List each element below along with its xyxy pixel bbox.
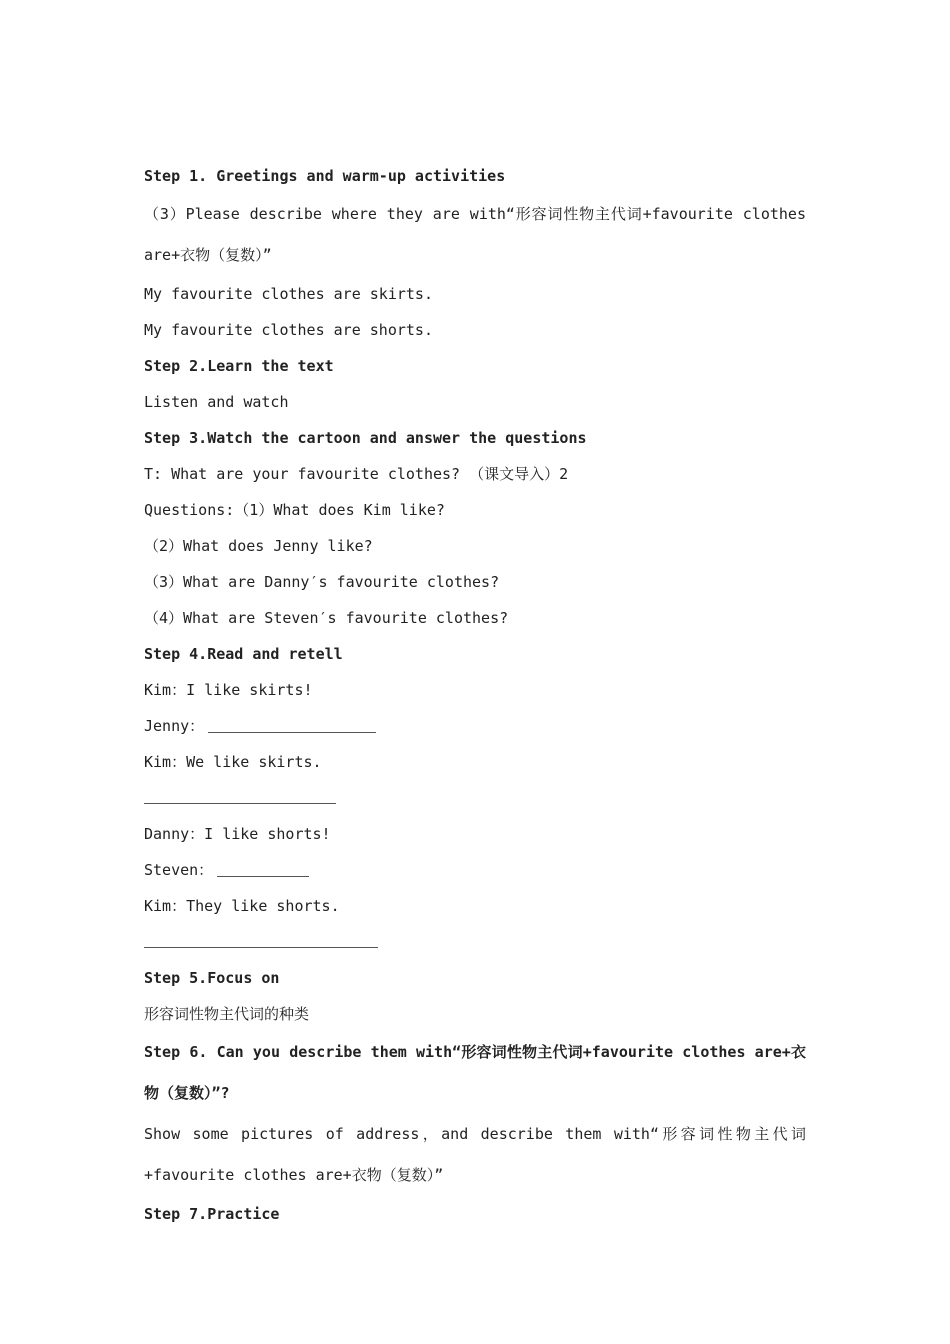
dialogue-line-steven [144, 852, 806, 888]
step5-heading: Step 5.Focus on [144, 969, 280, 987]
step6-heading: Step 6. Can you describe them with“形容词性物主代词+favourite clothes are+衣物（复数）”? [144, 1043, 806, 1102]
question-item: （3）What are Danny′s favourite clothes? [144, 573, 500, 591]
question-item: （2）What does Jenny like? [144, 537, 373, 555]
answer-blank-line [144, 924, 806, 960]
question-item: （4）What are Steven′s favourite clothes? [144, 609, 509, 627]
step1-example-2: My favourite clothes are shorts. [144, 321, 433, 339]
step1-instruction: （3）Please describe where they are with“形容词性物主代词+favourite clothes are+衣物（复数）” [144, 205, 806, 264]
steven-label: Steven： [144, 861, 214, 879]
dialogue-line-kim-3: Kim：They like shorts. [144, 897, 340, 915]
step1-example-1: My favourite clothes are skirts. [144, 285, 433, 303]
step2-heading: Step 2.Learn the text [144, 357, 334, 375]
lesson-plan-body [144, 158, 806, 1232]
answer-blank-line [144, 780, 806, 816]
step2-line: Listen and watch [144, 393, 289, 411]
step7-heading: Step 7.Practice [144, 1205, 280, 1223]
dialogue-line-danny: Danny：I like shorts! [144, 825, 331, 843]
step4-heading: Step 4.Read and retell [144, 645, 343, 663]
dialogue-line-jenny [144, 708, 806, 744]
jenny-label: Jenny： [144, 717, 205, 735]
jenny-answer-blank [208, 718, 376, 733]
dialogue-line-kim-2: Kim：We like skirts. [144, 753, 322, 771]
step3-teacher-line: T: What are your favourite clothes? （课文导入）2 [144, 465, 569, 483]
question-item: Questions:（1）What does Kim like? [144, 501, 445, 519]
step6-line: Show some pictures of address，and describe them with“形容词性物主代词+favourite clothes are+衣物（复数）” [144, 1125, 806, 1184]
dialogue-line-kim-1: Kim：I like skirts! [144, 681, 313, 699]
step5-line: 形容词性物主代词的种类 [144, 1005, 310, 1023]
steven-answer-blank [217, 862, 309, 877]
step1-heading: Step 1. Greetings and warm-up activities [144, 167, 506, 185]
step3-heading: Step 3.Watch the cartoon and answer the questions [144, 429, 587, 447]
